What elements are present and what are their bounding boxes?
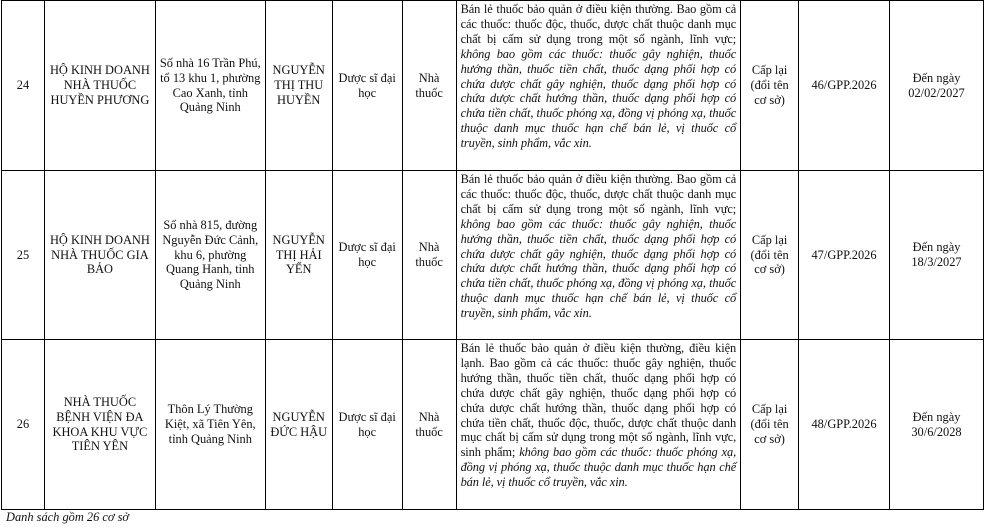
validity-date: Đến ngày 02/02/2027 [890,1,984,171]
facility-address: Số nhà 815, đường Nguyễn Đức Cảnh, khu 6, phường Quang Hanh, tỉnh Quảng Ninh [155,171,265,340]
facility-type: Nhà thuốc [402,340,456,510]
gpp-number: 47/GPP.2026 [799,171,890,340]
business-scope [456,1,741,171]
scope-included: Bán lẻ thuốc bảo quản ở điều kiện thường. Bao gồm cả các thuốc: thuốc độc, thuốc, dược chất thuộc danh mục chất bị cấm sử dụng trong một số ngành, lĩnh vực; [460,2,737,46]
person-in-charge: NGUYỄN ĐỨC HẬU [265,340,332,510]
issue-type: Cấp lại (đổi tên cơ sở) [741,171,799,340]
facility-name: HỘ KINH DOANH NHÀ THUỐC HUYỀN PHƯƠNG [44,1,155,171]
row-number: 26 [2,340,45,510]
facility-address: Thôn Lý Thường Kiệt, xã Tiên Yên, tỉnh Quảng Ninh [155,340,265,510]
table-row [2,1,984,171]
facility-type: Nhà thuốc [402,1,456,171]
issue-type: Cấp lại (đổi tên cơ sở) [741,1,799,171]
business-scope [456,340,741,510]
qualification: Dược sĩ đại học [332,340,402,510]
row-number: 25 [2,171,45,340]
validity-date: Đến ngày 18/3/2027 [890,171,984,340]
gpp-number: 48/GPP.2026 [799,340,890,510]
business-scope [456,171,741,340]
scope-excluded: không bao gồm các thuốc: thuốc gây nghiện, thuốc hướng thần, thuốc tiền chất, thuốc dạng phối hợp có chứa dược chất gây nghiện, thuốc dạng phối hợp có chứa dược chất hướng thần, thuốc dạng phối hợp có chứa tiền chất, thuốc phóng xạ, đồng vị phóng xạ, thuốc thuộc danh mục thuốc hạn chế bán lẻ, vị thuốc cổ truyền, sinh phẩm, vắc xin. [460,216,737,321]
table-row [2,340,984,510]
person-in-charge: NGUYỄN THỊ THU HUYỀN [265,1,332,171]
scope-included: Bán lẻ thuốc bảo quản ở điều kiện thường, điều kiện lạnh. Bao gồm cả các thuốc: thuốc gây nghiện, thuốc hướng thần, thuốc tiền chất, thuốc dạng phối hợp có chứa dược chất gây nghiện, thuốc dạng phối hợp có chứa dược chất hướng thần, thuốc dạng phối hợp có chứa tiền chất, thuốc độc, thuốc, dược chất thuộc danh mục chất bị cấm sử dụng trong một số ngành, lĩnh vực, sinh phẩm; [460,341,737,460]
list-count-note: Danh sách gồm 26 cơ sở [6,510,130,524]
facility-name: HỘ KINH DOANH NHÀ THUỐC GIA BẢO [44,171,155,340]
qualification: Dược sĩ đại học [332,171,402,340]
person-in-charge: NGUYỄN THỊ HẢI YẾN [265,171,332,340]
facility-type: Nhà thuốc [402,171,456,340]
scope-included: Bán lẻ thuốc bảo quản ở điều kiện thường. Bao gồm cả các thuốc: thuốc độc, thuốc, dược chất thuộc danh mục chất bị cấm sử dụng trong một số ngành, lĩnh vực; [460,172,737,216]
facility-name: NHÀ THUỐC BỆNH VIỆN ĐA KHOA KHU VỰC TIÊN YÊN [44,340,155,510]
scope-excluded: không bao gồm các thuốc: thuốc phóng xạ, đồng vị phóng xạ, thuốc thuộc danh mục thuốc hạn chế bán lẻ, vị thuốc cổ truyền, vắc xin. [460,445,737,490]
row-number: 24 [2,1,45,171]
pharmacy-license-table [1,0,984,510]
table-row [2,171,984,340]
qualification: Dược sĩ đại học [332,1,402,171]
validity-date: Đến ngày 30/6/2028 [890,340,984,510]
facility-address: Số nhà 16 Trần Phú, tổ 13 khu 1, phường Cao Xanh, tỉnh Quảng Ninh [155,1,265,171]
issue-type: Cấp lại (đổi tên cơ sở) [741,340,799,510]
gpp-number: 46/GPP.2026 [799,1,890,171]
scope-excluded: không bao gồm các thuốc: thuốc gây nghiện, thuốc hướng thần, thuốc tiền chất, thuốc dạng phối hợp có chứa dược chất gây nghiện, thuốc dạng phối hợp có chứa dược chất hướng thần, thuốc dạng phối hợp có chứa tiền chất, thuốc phóng xạ, đồng vị phóng xạ, thuốc thuộc danh mục thuốc hạn chế bán lẻ, vị thuốc cổ truyền, sinh phẩm, vắc xin. [460,46,737,151]
